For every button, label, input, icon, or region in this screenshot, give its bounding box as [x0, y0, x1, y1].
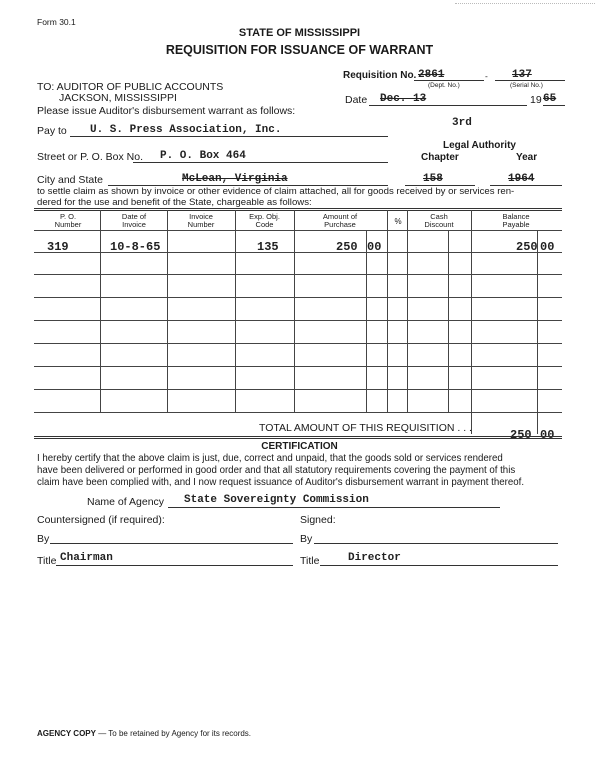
title-value-right: Director	[348, 552, 401, 564]
dept-number-line	[414, 80, 484, 81]
certification-line-2: have been delivered or performed in good order and that all statutory requirements covering the payment of this	[37, 465, 516, 476]
col-head-po-1: P. O.	[59, 212, 77, 221]
table-top-rule	[34, 208, 562, 211]
row-amount-cents: 00	[367, 240, 382, 254]
row-rule	[34, 343, 562, 344]
settle-text-2: dered for the use and benefit of the State, chargeable as follows:	[37, 197, 312, 208]
to-line-1: TO: AUDITOR OF PUBLIC ACCOUNTS	[37, 81, 224, 93]
col-head-balance-2: Payable	[502, 220, 530, 229]
col-head-po	[37, 213, 99, 229]
legal-authority-label: Legal Authority	[443, 140, 516, 151]
col-head-exp	[236, 213, 293, 229]
col-divider	[471, 210, 472, 413]
certification-title: CERTIFICATION	[261, 441, 338, 452]
pay-to-label: Pay to	[37, 125, 67, 137]
total-divider	[471, 412, 472, 434]
pay-to-line	[70, 136, 388, 137]
total-divider	[537, 412, 538, 434]
title-value-left: Chairman	[60, 552, 113, 564]
year-line	[543, 105, 565, 106]
requisition-label: Requisition No.	[343, 70, 417, 81]
col-divider	[235, 210, 236, 413]
pay-to-value: U. S. Press Association, Inc.	[90, 124, 282, 136]
col-divider	[407, 210, 408, 413]
signed-label: Signed:	[300, 514, 336, 526]
col-head-invoice-2: Number	[187, 220, 215, 229]
dept-number: 2861	[418, 69, 445, 81]
row-rule	[34, 297, 562, 298]
by-line-right	[314, 543, 558, 544]
year-value: 65	[543, 93, 557, 105]
street-label: Street or P. O. Box No.	[37, 151, 144, 163]
total-cents: 00	[540, 428, 555, 442]
total-label: TOTAL AMOUNT OF THIS REQUISITION . . .	[259, 422, 472, 434]
col-head-amount-1: Amount of	[322, 212, 358, 221]
city-label: City and State	[37, 174, 103, 186]
row-balance-dollars: 250	[516, 240, 538, 254]
footer-text: — To be retained by Agency for its records.	[95, 729, 252, 738]
form-number: Form 30.1	[37, 17, 76, 27]
col-head-date-1: Date of	[121, 212, 147, 221]
perforation-line	[455, 3, 595, 4]
col-head-exp-2: Code	[255, 220, 274, 229]
form-title: REQUISITION FOR ISSUANCE OF WARRANT	[165, 43, 434, 57]
agency-value: State Sovereignty Commission	[184, 494, 369, 506]
instruction-text: Please issue Auditor's disbursement warrant as follows:	[37, 105, 296, 117]
street-line	[133, 162, 388, 163]
date-label: Date	[345, 94, 368, 106]
row-exp-code: 135	[257, 240, 279, 254]
certification-line-1: I hereby certify that the above claim is just, due, correct and unpaid, that the goods sold or services rendered	[37, 453, 503, 464]
col-head-date	[101, 213, 167, 229]
to-line-2: JACKSON, MISSISSIPPI	[59, 92, 177, 104]
date-line	[369, 105, 527, 106]
col-head-cash	[408, 213, 470, 229]
by-label-right: By	[300, 533, 313, 545]
chapter-label: Chapter	[421, 152, 459, 163]
title-label-left: Title	[37, 555, 57, 567]
row-rule	[34, 274, 562, 275]
col-head-po-2: Number	[54, 220, 82, 229]
col-divider	[167, 210, 168, 413]
row-rule	[34, 320, 562, 321]
footer-bold: AGENCY COPY	[37, 729, 96, 738]
col-head-cash-2: Discount	[424, 220, 454, 229]
by-label-left: By	[37, 533, 50, 545]
col-divider	[366, 230, 367, 413]
col-head-pct: %	[394, 217, 402, 226]
col-divider	[294, 210, 295, 413]
row-amount-dollars: 250	[336, 240, 358, 254]
serial-number: 137	[512, 69, 532, 81]
col-head-balance	[472, 213, 560, 229]
settle-text-1: to settle claim as shown by invoice or other evidence of claim attached, all for goods received by or services ren-	[37, 186, 515, 197]
dash-separator: -	[485, 71, 488, 81]
col-divider	[537, 230, 538, 413]
row-invoice-date: 10-8-65	[110, 240, 161, 254]
col-head-invoice-1: Invoice	[189, 212, 213, 221]
col-head-exp-1: Exp. Obj.	[249, 212, 280, 221]
col-head-amount	[295, 213, 385, 229]
col-divider	[387, 210, 388, 413]
title-label-right: Title	[300, 555, 320, 567]
countersigned-label: Countersigned (if required):	[37, 514, 165, 526]
row-rule	[34, 389, 562, 390]
col-head-amount-2: Purchase	[324, 220, 356, 229]
title-line-right	[320, 565, 558, 566]
footer-note	[37, 729, 251, 738]
title-line-left	[56, 565, 293, 566]
col-head-invoice	[168, 213, 234, 229]
col-head-date-2: Invoice	[122, 220, 146, 229]
row-balance-cents: 00	[540, 240, 555, 254]
legal-extra-value: 3rd	[452, 117, 472, 129]
row-rule	[34, 412, 562, 413]
row-rule	[34, 366, 562, 367]
agency-line	[168, 507, 500, 508]
col-head-balance-1: Balance	[502, 212, 530, 221]
serial-caption: (Serial No.)	[510, 82, 543, 89]
agency-label: Name of Agency	[87, 496, 165, 508]
serial-number-line	[495, 80, 565, 81]
chapter-value: 158	[423, 173, 443, 185]
total-dollars: 250	[510, 428, 532, 442]
dept-caption: (Dept. No.)	[428, 82, 460, 89]
year-prefix: 19	[530, 94, 542, 106]
col-head-cash-1: Cash	[430, 212, 448, 221]
table-header-rule	[34, 230, 562, 231]
street-value: P. O. Box 464	[160, 150, 246, 162]
col-divider	[100, 210, 101, 413]
legal-year-value: 1964	[508, 173, 535, 185]
table-bottom-rule	[34, 436, 562, 439]
date-value: Dec. 13	[380, 93, 427, 105]
col-divider	[448, 230, 449, 413]
certification-line-3: claim have been complied with, and I now request issuance of Auditor's disbursement warrant in payment thereof.	[37, 477, 525, 488]
row-po-number: 319	[47, 240, 69, 254]
year-label: Year	[516, 152, 538, 163]
city-value: McLean, Virginia	[182, 173, 288, 185]
state-heading: STATE OF MISSISSIPPI	[238, 27, 361, 39]
by-line-left	[50, 543, 293, 544]
